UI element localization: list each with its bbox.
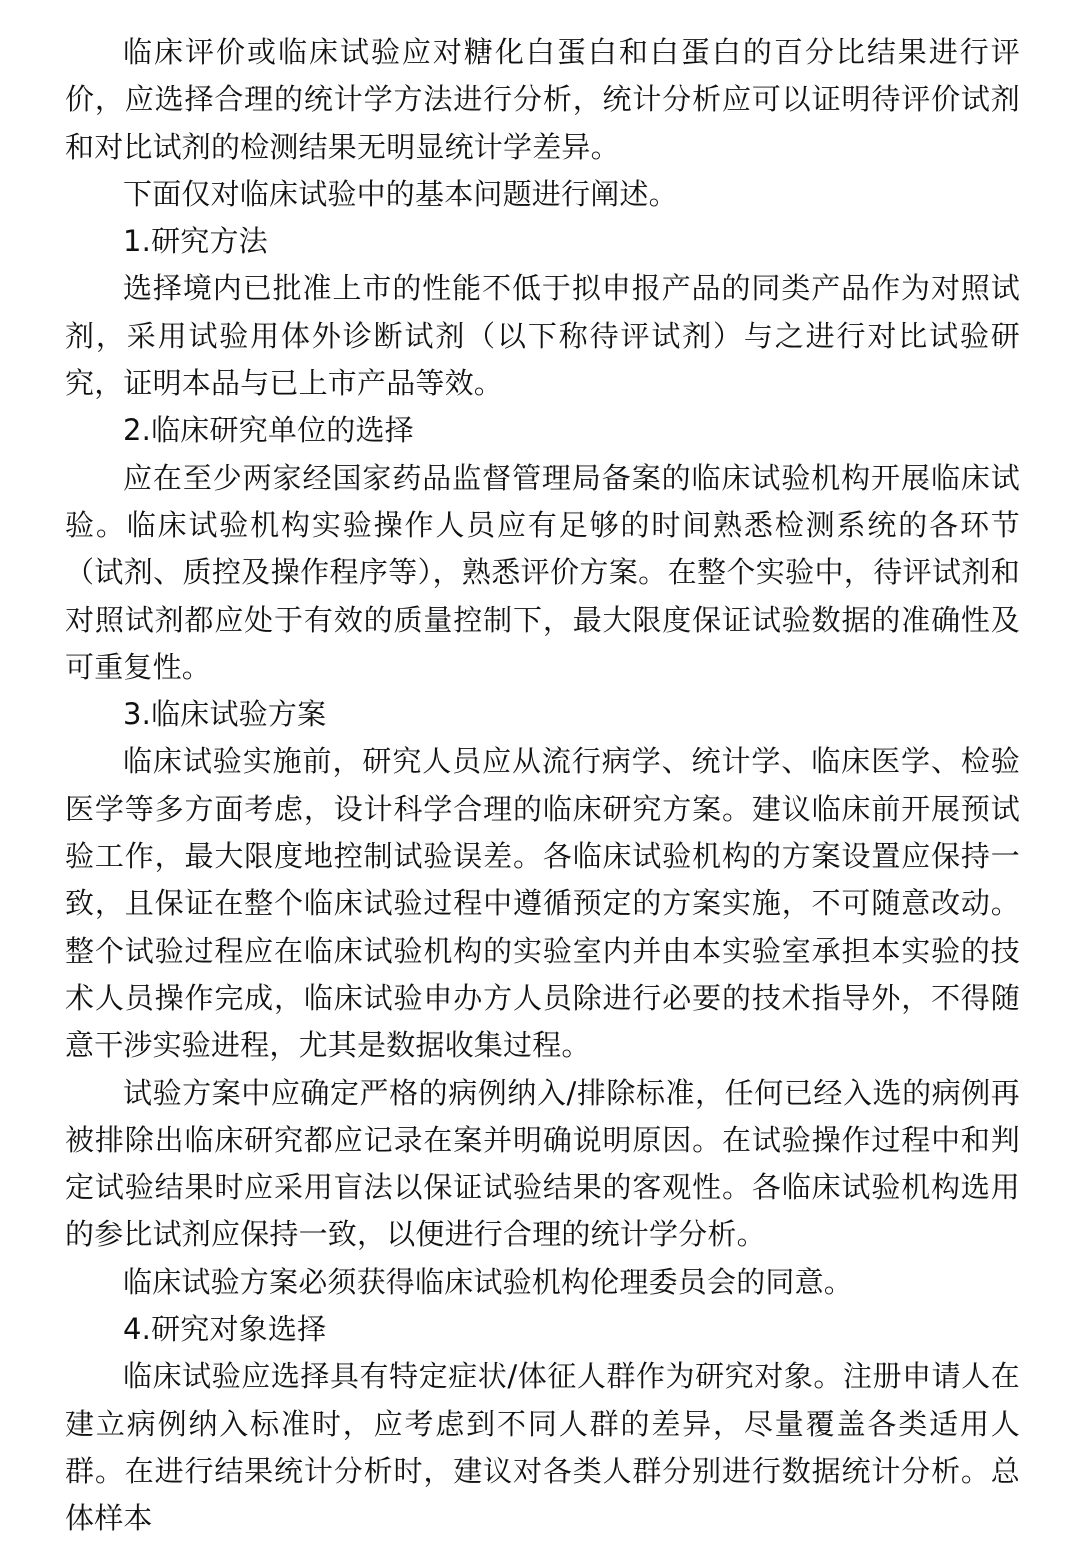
paragraph-ethics-approval: 临床试验方案必须获得临床试验机构伦理委员会的同意。 [123,1264,854,1299]
paragraph-inclusion-exclusion: 试验方案中应确定严格的病例纳入/排除标准，任何已经入选的病例再被排除出临床研究都应记录在案并明确说明原因。在试验操作过程中和判定试验结果时应采用盲法以保证试验结果的客观性。各临床试验机构选用的参比试剂应保持一致，以便进行合理的统计学分析。 [65,1075,1020,1252]
section-heading-trial-protocol: 3.临床试验方案 [123,697,327,732]
paragraph-intro: 下面仅对临床试验中的基本问题进行阐述。 [123,176,678,211]
paragraph-research-method: 选择境内已批准上市的性能不低于拟申报产品的同类产品作为对照试剂，采用试验用体外诊断试剂（以下称待评试剂）与之进行对比试验研究，证明本品与已上市产品等效。 [65,271,1020,401]
paragraph-subject-selection: 临床试验应选择具有特定症状/体征人群作为研究对象。注册申请人在建立病例纳入标准时，应考虑到不同人群的差异，尽量覆盖各类适用人群。在进行结果统计分析时，建议对各类人群分别进行数据统计分析。总体样本 [65,1359,1020,1536]
paragraph-institution-selection: 应在至少两家经国家药品监督管理局备案的临床试验机构开展临床试验。临床试验机构实验操作人员应有足够的时间熟悉检测系统的各环节（试剂、质控及操作程序等），熟悉评价方案。在整个实验中，待评试剂和对照试剂都应处于有效的质量控制下，最大限度保证试验数据的准确性及可重复性。 [65,460,1020,684]
section-heading-research-method: 1.研究方法 [123,224,268,259]
section-heading-institution-selection: 2.临床研究单位的选择 [123,413,414,448]
section-heading-subject-selection: 4.研究对象选择 [123,1312,327,1347]
paragraph-trial-protocol: 临床试验实施前，研究人员应从流行病学、统计学、临床医学、检验医学等多方面考虑，设计科学合理的临床研究方案。建议临床前开展预试验工作，最大限度地控制试验误差。各临床试验机构的方案设置应保持一致，且保证在整个临床试验过程中遵循预定的方案实施，不可随意改动。整个试验过程应在临床试验机构的实验室内并由本实验室承担本实验的技术人员操作完成，临床试验申办方人员除进行必要的技术指导外，不得随意干涉实验进程，尤其是数据收集过程。 [65,744,1020,1063]
paragraph-evaluation-requirement: 临床评价或临床试验应对糖化白蛋白和白蛋白的百分比结果进行评价，应选择合理的统计学方法进行分析，统计分析应可以证明待评价试剂和对比试剂的检测结果无明显统计学差异。 [65,35,1020,164]
